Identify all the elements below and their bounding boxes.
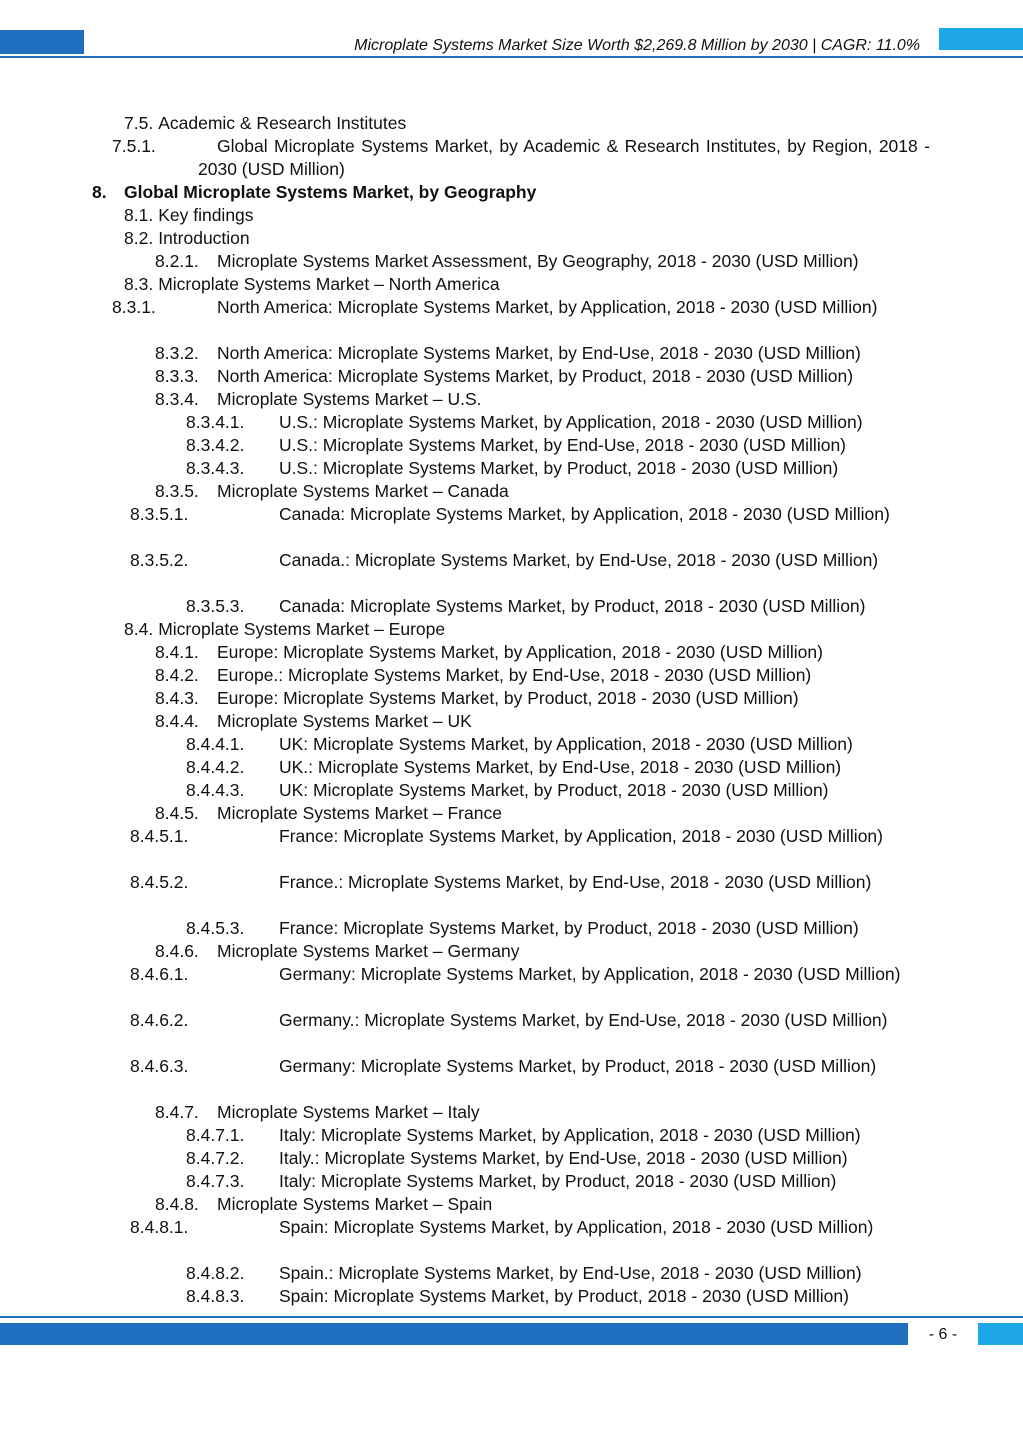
toc-entry-number: 8.2.1.	[155, 251, 199, 271]
toc-entry	[124, 227, 250, 250]
toc-entry-text: Microplate Systems Market – Spain	[217, 1194, 493, 1214]
toc-entry-number: 8.1.	[124, 205, 154, 225]
footer-bar	[0, 1323, 908, 1345]
toc-entry-number: 8.4.6.3.	[130, 1056, 189, 1076]
toc-entry-text: North America: Microplate Systems Market, by Product, 2018 - 2030 (USD Million)	[217, 366, 854, 386]
toc-entry	[155, 1193, 492, 1216]
toc-entry	[186, 1147, 848, 1170]
toc-entry	[130, 549, 930, 572]
toc-entry-text: Italy: Microplate Systems Market, by Application, 2018 - 2030 (USD Million)	[279, 1125, 861, 1145]
toc-entry-text: UK.: Microplate Systems Market, by End-Use, 2018 - 2030 (USD Million)	[279, 757, 842, 777]
toc-entry	[112, 296, 930, 319]
toc-entry	[155, 710, 472, 733]
toc-entry	[155, 1101, 480, 1124]
toc-entry-text: U.S.: Microplate Systems Market, by Application, 2018 - 2030 (USD Million)	[279, 412, 863, 432]
toc-entry-text: Key findings	[158, 205, 254, 225]
toc-entry-number: 8.3.4.3.	[186, 458, 245, 478]
toc-entry	[130, 1009, 930, 1032]
toc-entry-text: Introduction	[158, 228, 250, 248]
toc-entry-text: Germany: Microplate Systems Market, by Application, 2018 - 2030 (USD Million)	[279, 964, 901, 984]
toc-entry-number: 8.3.5.1.	[130, 504, 189, 524]
toc-entry-text: Microplate Systems Market – Europe	[158, 619, 446, 639]
toc-entry	[124, 618, 445, 641]
toc-entry-number: 8.4.5.2.	[130, 872, 189, 892]
footer-divider	[0, 1316, 1023, 1318]
toc-entry-number: 8.4.6.1.	[130, 964, 189, 984]
toc-entry-number: 8.4.	[124, 619, 154, 639]
toc-entry	[155, 664, 811, 687]
toc-entry-text: Europe.: Microplate Systems Market, by End-Use, 2018 - 2030 (USD Million)	[217, 665, 812, 685]
toc-entry	[155, 342, 861, 365]
toc-entry-text: Microplate Systems Market – North America	[158, 274, 500, 294]
toc-entry-number: 8.3.4.2.	[186, 435, 245, 455]
toc-entry-text: Canada.: Microplate Systems Market, by End-Use, 2018 - 2030 (USD Million)	[279, 550, 879, 570]
toc-entry	[186, 595, 866, 618]
toc-entry	[124, 112, 406, 135]
page-number: - 6 -	[928, 1326, 958, 1343]
toc-entry-number: 8.2.	[124, 228, 154, 248]
toc-entry	[186, 1170, 836, 1193]
toc-entry-text: Spain: Microplate Systems Market, by Product, 2018 - 2030 (USD Million)	[279, 1286, 849, 1306]
toc-entry-number: 8.4.8.3.	[186, 1286, 245, 1306]
toc-entry-number: 8.4.2.	[155, 665, 199, 685]
toc-entry	[155, 802, 502, 825]
toc-entry	[124, 204, 254, 227]
toc-entry-text: UK: Microplate Systems Market, by Product, 2018 - 2030 (USD Million)	[279, 780, 829, 800]
toc-entry-text: U.S.: Microplate Systems Market, by End-Use, 2018 - 2030 (USD Million)	[279, 435, 846, 455]
toc-entry-number: 8.3.5.3.	[186, 596, 245, 616]
toc-entry	[112, 135, 930, 181]
toc-entry-text: North America: Microplate Systems Market, by End-Use, 2018 - 2030 (USD Million)	[217, 343, 861, 363]
toc-entry-number: 8.4.6.	[155, 941, 199, 961]
toc-entry-text: Microplate Systems Market – Germany	[217, 941, 520, 961]
toc-entry-number: 8.4.5.	[155, 803, 199, 823]
toc-entry-number: 8.3.1.	[112, 297, 156, 317]
toc-entry-text: Spain: Microplate Systems Market, by Application, 2018 - 2030 (USD Million)	[279, 1217, 874, 1237]
toc-entry-text: Italy.: Microplate Systems Market, by End-Use, 2018 - 2030 (USD Million)	[279, 1148, 848, 1168]
toc-entry-text: Italy: Microplate Systems Market, by Product, 2018 - 2030 (USD Million)	[279, 1171, 837, 1191]
header-divider	[0, 56, 1023, 58]
toc-entry-number: 8.3.4.	[155, 389, 199, 409]
toc-entry	[186, 1285, 849, 1308]
toc-entry	[186, 1124, 861, 1147]
toc-entry-text: Microplate Systems Market – Canada	[217, 481, 509, 501]
header-accent-right	[939, 28, 1023, 50]
toc-entry-number: 8.3.	[124, 274, 154, 294]
toc-entry-number: 8.4.4.	[155, 711, 199, 731]
toc-entry-number: 8.4.4.2.	[186, 757, 245, 777]
toc-entry-text: France.: Microplate Systems Market, by End-Use, 2018 - 2030 (USD Million)	[279, 872, 872, 892]
toc-entry	[186, 411, 863, 434]
toc-entry-text: France: Microplate Systems Market, by Product, 2018 - 2030 (USD Million)	[279, 918, 859, 938]
toc-entry	[130, 871, 930, 894]
toc-entry-number: 8.4.5.3.	[186, 918, 245, 938]
toc-entry	[124, 273, 500, 296]
toc-entry	[186, 1262, 862, 1285]
toc-entry	[130, 1055, 930, 1078]
toc-entry-number: 8.4.8.2.	[186, 1263, 245, 1283]
toc-entry-number: 8.4.3.	[155, 688, 199, 708]
toc-entry	[186, 779, 829, 802]
toc-entry	[186, 733, 853, 756]
toc-entry-text: France: Microplate Systems Market, by Application, 2018 - 2030 (USD Million)	[279, 826, 883, 846]
toc-entry-number: 8.4.7.	[155, 1102, 199, 1122]
toc-entry-text: Europe: Microplate Systems Market, by Product, 2018 - 2030 (USD Million)	[217, 688, 799, 708]
toc-entry-text: Germany: Microplate Systems Market, by Product, 2018 - 2030 (USD Million)	[279, 1056, 877, 1076]
toc-entry	[155, 687, 799, 710]
toc-entry-text: U.S.: Microplate Systems Market, by Product, 2018 - 2030 (USD Million)	[279, 458, 839, 478]
toc-entry-number: 8.3.3.	[155, 366, 199, 386]
toc-entry	[155, 365, 853, 388]
toc-entry-number: 8.4.8.	[155, 1194, 199, 1214]
toc-entry	[130, 1216, 930, 1239]
toc-entry	[186, 756, 841, 779]
toc-entry-text: Microplate Systems Market – Italy	[217, 1102, 480, 1122]
toc-entry-number: 7.5.	[124, 113, 154, 133]
toc-entry-number: 8.3.5.2.	[130, 550, 189, 570]
toc-entry-number: 8.4.7.1.	[186, 1125, 245, 1145]
toc-entry	[186, 434, 846, 457]
toc-entry-text: Microplate Systems Market Assessment, By Geography, 2018 - 2030 (USD Million)	[217, 251, 859, 271]
toc-entry-number: 8.3.2.	[155, 343, 199, 363]
toc-entry-number: 8.4.6.2.	[130, 1010, 189, 1030]
toc-entry-number: 8.4.4.3.	[186, 780, 245, 800]
toc-entry	[186, 917, 859, 940]
toc-entry-text: Academic & Research Institutes	[158, 113, 407, 133]
page-header-title: Microplate Systems Market Size Worth $2,269.8 Million by 2030 | CAGR: 11.0%	[354, 37, 920, 54]
toc-entry-number: 8.3.4.1.	[186, 412, 245, 432]
toc-entry-text: Canada: Microplate Systems Market, by Application, 2018 - 2030 (USD Million)	[279, 504, 890, 524]
toc-entry-number: 8.4.1.	[155, 642, 199, 662]
toc-entry-number: 8.4.7.2.	[186, 1148, 245, 1168]
toc-entry-text: Spain.: Microplate Systems Market, by End-Use, 2018 - 2030 (USD Million)	[279, 1263, 862, 1283]
toc-entry	[155, 480, 509, 503]
footer-accent-right	[978, 1323, 1023, 1345]
toc-entry	[155, 250, 859, 273]
toc-entry	[186, 457, 838, 480]
toc-entry	[130, 503, 930, 526]
toc-entry-number: 8.4.8.1.	[130, 1217, 189, 1237]
toc-entry	[130, 825, 930, 848]
header-accent-left	[0, 30, 84, 54]
toc-entry-number: 8.	[92, 182, 107, 202]
toc-entry-text: Canada: Microplate Systems Market, by Product, 2018 - 2030 (USD Million)	[279, 596, 866, 616]
toc-entry-text: Germany.: Microplate Systems Market, by End-Use, 2018 - 2030 (USD Million)	[279, 1010, 888, 1030]
toc-entry-number: 8.4.4.1.	[186, 734, 245, 754]
toc-entry-number: 8.4.7.3.	[186, 1171, 245, 1191]
toc-entry-text: Microplate Systems Market – UK	[217, 711, 472, 731]
toc-entry-text: UK: Microplate Systems Market, by Application, 2018 - 2030 (USD Million)	[279, 734, 853, 754]
toc-entry-number: 7.5.1.	[112, 136, 156, 156]
toc-entry	[92, 181, 536, 204]
toc-entry	[155, 641, 823, 664]
toc-entry-text: Global Microplate Systems Market, by Academic & Research Institutes, by Region, 2018 - 2030 (USD Million)	[198, 136, 930, 179]
toc-entry-number: 8.3.5.	[155, 481, 199, 501]
toc-entry-number: 8.4.5.1.	[130, 826, 189, 846]
toc-entry	[130, 963, 930, 986]
toc-entry	[155, 388, 482, 411]
toc-entry-text: Microplate Systems Market – U.S.	[217, 389, 482, 409]
toc-entry-text: Europe: Microplate Systems Market, by Application, 2018 - 2030 (USD Million)	[217, 642, 823, 662]
toc-entry	[155, 940, 519, 963]
toc-entry-text: Microplate Systems Market – France	[217, 803, 502, 823]
toc-entry-text: Global Microplate Systems Market, by Geography	[124, 182, 537, 202]
toc-entry-text: North America: Microplate Systems Market, by Application, 2018 - 2030 (USD Million)	[217, 297, 878, 317]
